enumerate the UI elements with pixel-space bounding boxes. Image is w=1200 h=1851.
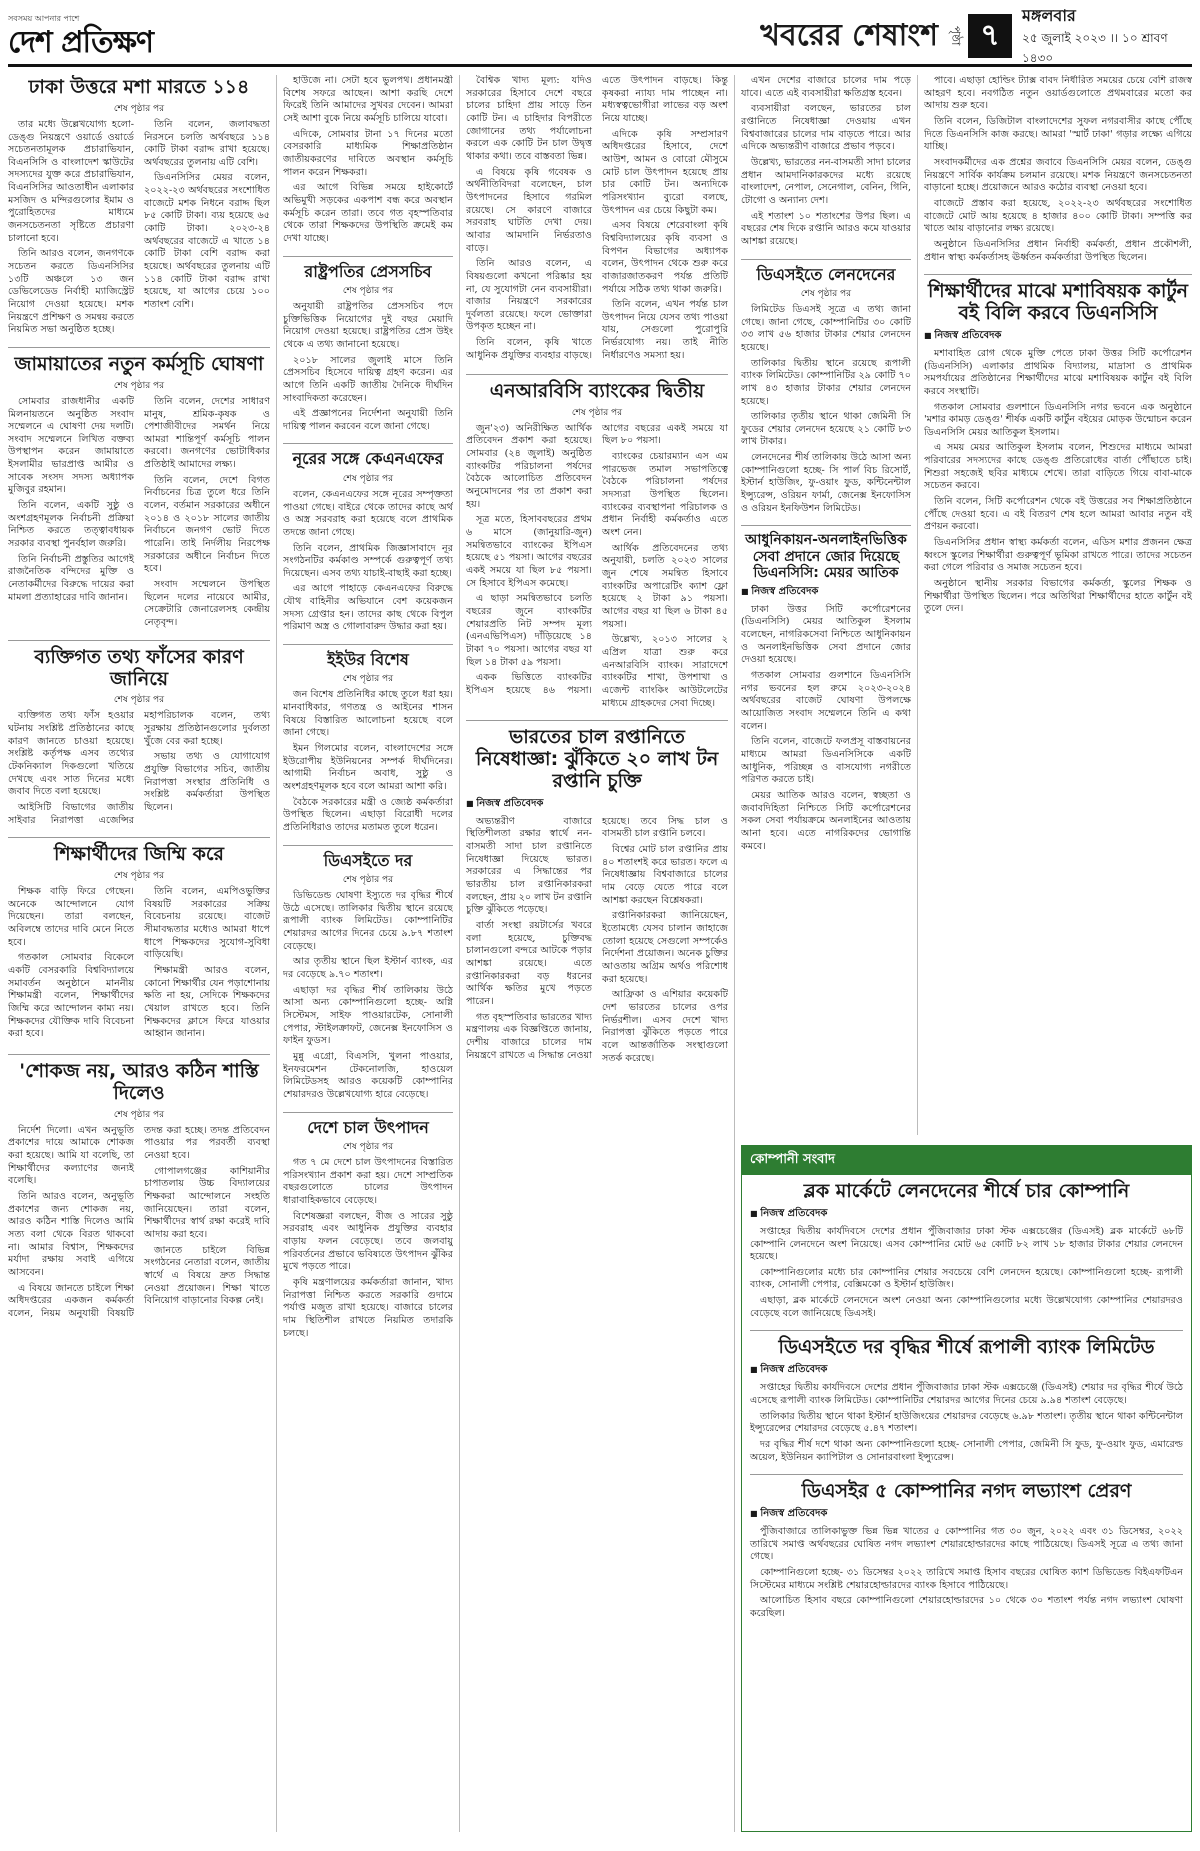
article-paragraph: বৈশ্বিক খাদ্য মূল্য: যদিও সরকারের হিসাবে দেশে বছরে চালের চাহিদা প্রায় সাড়ে তিন কোটি টন। এ চাহিদার বিপরীতে জোগানের তথ্য পর্যালোচনা করলে এক কোটি টন চাল উদ্বৃত্ত থাকার কথা। তবে বাস্তবতা ভিন্ন। [466,75,592,162]
article-body [750,1526,1183,1621]
article-paragraph: আর তৃতীয় স্থানে ছিল ইস্টার্ন ব্যাংক, এর দর বেড়েছে ৯.৭০ শতাংশ। [283,956,453,981]
article-paragraph: রপ্তানিকারকরা জানিয়েছেন, ইতোমধ্যে যেসব চালান জাহাজে তোলা হয়েছে সেগুলো সম্পর্কেও নির্দেশনা প্রয়োজন। অনেক চুক্তির আওতায় অগ্রিম অর্থও পরিশোধ করা হয়েছে। [602,910,728,985]
continued-label: শেষ পৃষ্ঠার পর [342,285,394,296]
article-body [8,119,270,337]
article-paragraph: আফ্রিকা ও এশিয়ার কয়েকটি দেশ ভারতের চালের ওপর নির্ভরশীল। এসব দেশে খাদ্য নিরাপত্তা ঝুঁকিতে পড়তে পারে বলে আন্তর্জাতিক সংস্থাগুলো সতর্ক করেছে। [602,989,728,1064]
article-paragraph: হাউজে না। সেটা হবে ভুলপথ। প্রধানমন্ত্রী বিশেষ সফরে আছেন। আশা করছি দেশে ফিরেই তিনি আমাদের সুখবর দেবেন। আমরা সেই আশা বুকে নিয়ে কর্মসূচি চালিয়ে যাবো। [283,75,453,124]
column-1 [8,75,270,1832]
article-headline[interactable]: ডিএসইতে দর [323,850,413,870]
article-paragraph: বাজেটে প্রস্তাব করা হয়েছে, ২০২২-২৩ অর্থবছরের সংশোধিত বাজেটে মোট আয় হয়েছে ৪ হাজার ৪০০ কোটি টাকা। সম্পত্তি কর খাতে আয় বাড়ানোর লক্ষ্য রয়েছে। [924,197,1192,235]
article-headline[interactable]: শিক্ষার্থীদের জিম্মি করে [54,843,224,866]
article-paragraph: এ বিষয়ে জানতে চাইলে শিক্ষা অধিদপ্তরের একজন কর্মকর্তা বলেন, নিয়ম অনুযায়ী বিষয়টি তদন্ত করা হচ্ছে। তদন্ত প্রতিবেদন পাওয়ার পর পরবর্তী ব্যবস্থা নেওয়া হবে। [8,1124,270,1319]
column-4 [741,75,911,1135]
article-paragraph: এ সময় মেয়র আতিকুল ইসলাম বলেন, শিশুদের মাধ্যমে আমরা পরিবারের সদস্যদের কাছে ডেঙ্গু প্রতিরোধের বার্তা পৌঁছাতে চাই। শিশুরা সহজেই ছবির মাধ্যমে শেখে। তারা বাড়িতে গিয়ে বাবা-মাকে সচেতন করবে। [924,442,1192,492]
article-paragraph: ২০১৮ সালের জুলাই মাসে তিনি প্রেসসচিব হিসেবে দায়িত্ব গ্রহণ করেন। এর আগে তিনি একটি জাতীয় দৈনিকে দীর্ঘদিন সাংবাদিকতা করেছেন। [283,354,453,404]
article-headline[interactable]: ইইউর বিশেষ [327,650,409,670]
article-paragraph: এছাড়া, ব্লক মার্কেটে লেনদেনে অংশ নেওয়া অন্য কোম্পানিগুলোর মধ্যে উল্লেখযোগ্য কোম্পানির শেয়ারদরও বেড়েছে বলে জানিয়েছে ডিএসই। [750,1295,1183,1319]
article-paragraph: উল্লেখ্য, ভারতের নন-বাসমতী সাদা চালের প্রধান আমদানিকারকদের মধ্যে রয়েছে বাংলাদেশ, নেপাল, সেনেগাল, বেনিন, গিনি, টোগো ও অন্যান্য দেশ। [741,156,911,206]
article-paragraph: আইসিটি বিভাগের জাতীয় সাইবার নিরাপত্তা এজেন্সির মহাপরিচালক বলেন, তথ্য সুরক্ষায় প্রতিষ্ঠানগুলোর দুর্বলতা খুঁজে বের করা হচ্ছে। [8,710,270,826]
article-paragraph: এসব বিষয়ে শেরেবাংলা কৃষি বিশ্ববিদ্যালয়ের কৃষি ব্যবসা ও বিপণন বিভাগের অধ্যাপক বলেন, উৎপাদন থেকে শুরু করে বাজারজাতকরণ পর্যন্ত প্রতিটি পর্যায়ে সঠিক তথ্য থাকা জরুরি। [602,220,728,295]
masthead [8,8,1192,67]
news-article [466,381,728,710]
continued-label: শেষ পৃষ্ঠার পর [342,473,394,484]
article-body [283,75,453,246]
article-paragraph: এ ছাড়া সমন্বিতভাবে চলতি বছরের জুনে ব্যাংকটির শেয়ারপ্রতি নিট সম্পদ মূল্য (এনএভিপিএস) দাঁড়িয়েছে ১৪ টাকা ৭০ পয়সা। আগের বছর যা ছিল ১৪ টাকা ৫৯ পয়সা। [466,593,592,668]
article-byline: ■ নিজস্ব প্রতিবেদক [750,1362,1183,1379]
article-body [8,396,270,630]
page-number: ৭ [968,14,1012,58]
news-article [466,727,728,1065]
article-body [741,75,911,249]
article-paragraph: এদিকে কৃষি সম্প্রসারণ অধিদপ্তরের হিসাবে, দেশে আউশ, আমন ও বোরো মৌসুমে মোট চাল উৎপাদন হয়েছে প্রায় চার কোটি টন। অন্যদিকে পরিসংখ্যান ব্যুরো বলছে, উৎপাদন এর চেয়ে কিছুটা কম। [602,128,728,216]
article-body [283,890,453,1102]
article-paragraph: লিমিটেড ডিএসই সূত্রে এ তথ্য জানা গেছে। জানা গেছে, কোম্পানিটির ৩০ কোটি ৩৩ লাখ ৫৬ হাজার টাকার শেয়ার লেনদেন হয়েছে। [741,303,911,353]
date-block [1022,8,1192,70]
news-article [741,266,911,516]
article-body [466,816,728,1065]
article-body [283,1157,453,1340]
column-2 [283,75,453,1832]
issue-date: ২৫ জুলাই ২০২৩ ।। ১০ শ্রাবণ ১৪৩০ [1022,30,1168,65]
article-paragraph: গত বৃহস্পতিবার ভারতের খাদ্য মন্ত্রণালয় এক বিজ্ঞপ্তিতে জানায়, দেশীয় বাজারে চালের দাম নিয়ন্ত্রণে রাখতে এ সিদ্ধান্ত নেওয়া হয়েছে। তবে সিদ্ধ চাল ও বাসমতী চাল রপ্তানি চলবে। [466,815,728,1061]
article-paragraph: তিনি নির্বাচনী প্রস্তুতির আগেই রাজনৈতিক বন্দিদের মুক্তি ও নেতাকর্মীদের বিরুদ্ধে দায়ের করা মামলা প্রত্যাহারের দাবি জানান। [8,553,134,603]
article-paragraph: তিনি বলেন, একটি সুষ্ঠু ও অংশগ্রহণমূলক নির্বাচনী প্রক্রিয়া নিশ্চিত করতে তত্ত্বাবধায়ক সরকার ব্যবস্থা পুনর্বহাল জরুরি। [8,500,134,550]
article-paragraph: কোম্পানিগুলোর মধ্যে চার কোম্পানির শেয়ার সবচেয়ে বেশি লেনদেন হয়েছে। কোম্পানিগুলো হচ্ছে- রূপালী ব্যাংক, সোনালী পেপার, বেক্সিমকো ও ইস্টার্ন হাউজিং। [750,1266,1183,1291]
article-headline[interactable]: শিক্ষার্থীদের মাঝে মশাবিষয়ক কার্টুন বই বিলি করবে ডিএনসিসি [927,280,1189,325]
article-paragraph: বার্তা সংস্থা রয়টার্সের খবরে বলা হয়েছে, চুক্তিবদ্ধ চালানগুলো বন্দরে আটকে পড়ার আশঙ্কা রয়েছে। এতে রপ্তানিকারকরা বড় ধরনের আর্থিক ক্ষতির মুখে পড়তে পারেন। [466,920,592,1007]
article-paragraph: গোপালগঞ্জের কাশিয়ানীর চাপাতলায় উচ্চ বিদ্যালয়ের শিক্ষকরা আন্দোলনে সংহতি জানিয়েছেন। তারা বলেন, শিক্ষার্থীদের স্বার্থ রক্ষা করেই দাবি আদায় করা হবে। [144,1165,270,1240]
paper-logo [8,13,228,60]
continued-label: শেষ পৃষ্ঠার পর [800,288,852,299]
article-paragraph: উল্লেখ্য, ২০১৩ সালের ২ এপ্রিল যাত্রা শুরু করে এনআরবিসি ব্যাংক। সারাদেশে ব্যাংকটির শাখা, উপশাখা ও এজেন্ট ব্যাংকিং আউটলেটের মাধ্যমে গ্রাহকদের সেবা দিচ্ছে। [602,634,728,709]
article-headline[interactable]: ব্যক্তিগত তথ্য ফাঁসের কারণ জানিয়ে [34,645,244,690]
article-body [741,604,911,853]
article-body [750,1382,1183,1464]
article-paragraph: আলোচিত হিসাব বছরে কোম্পানিগুলো শেয়ারহোল্ডারদের ১০ থেকে ৩০ শতাংশ পর্যন্ত নগদ লভ্যাংশ ঘোষণা করেছিল। [750,1595,1183,1619]
article-paragraph: জানতে চাইলে বিভিন্ন সংগঠনের নেতারা বলেন, জাতীয় স্বার্থে এ বিষয়ে দ্রুত সিদ্ধান্ত নেওয়া প্রয়োজন। শিক্ষা খাতে বিনিয়োগ বাড়ানোর বিকল্প নেই। [144,1244,270,1307]
article-paragraph: তিনি আরও বলেন, অনুভূতি প্রকাশের জন্য শোকজ নয়, আরও কঠিন শাস্তি দিলেও আমি সত্য বলা থেকে বিরত থাকবো না। আমার বিশ্বাস, শিক্ষকদের মর্যাদা রক্ষায় সবাই এগিয়ে আসবেন। [8,1190,134,1278]
article-paragraph: গতকাল সোমবার গুলশানে ডিএনসিসি নগর ভবনে এক অনুষ্ঠানে 'মশার কামড় ডেঙ্গু' শীর্ষক একটি কার্টুন বইয়ের মোড়ক উন্মোচন করেন ডিএনসিসি মেয়র আতিকুল ইসলাম। [924,401,1192,438]
article-paragraph: তিনি বলেন, জলাবদ্ধতা নিরসনে চলতি অর্থবছরে ১১৪ কোটি টাকা বরাদ্দ রাখা হয়েছে। অর্থবছরের তুলনায় এটি বেশি। [144,118,270,168]
newspaper-page [8,8,1192,1835]
news-article [750,1337,1183,1464]
article-paragraph: এই শতাংশ ১০ শতাংশের উপর ছিল। এ বছরের শেষ দিকে রপ্তানি আরও কমে যাওয়ার আশঙ্কা রয়েছে। [741,210,911,247]
article-body [466,75,728,364]
article-headline[interactable]: 'শোকজ নয়, আরও কঠিন শাস্তি দিলেও [19,1059,259,1104]
article-byline: ■ নিজস্ব প্রতিবেদক [466,796,728,813]
article-paragraph: পুঁজিবাজারে তালিকাভুক্ত ভিন্ন ভিন্ন খাতের ৫ কোম্পানির গত ৩০ জুন, ২০২২ এবং ৩১ ডিসেম্বর, ২০২২ তারিখে সমাপ্ত অর্থবছরের ঘোষিত নগদ লভ্যাংশ শেয়ারহোল্ডারদের কাছে পাঠিয়েছে। ডিএসই সূত্রে এ তথ্য জানা গেছে। [750,1526,1183,1563]
article-paragraph: সূত্র মতে, হিসাববছরের প্রথম ৬ মাসে (জানুয়ারি-জুন) সমন্বিতভাবে ব্যাংকের ইপিএস হয়েছে ৫১ পয়সা। আগের বছরের একই সময়ে যা ছিল ৮৫ পয়সা। সে হিসাবে ইপিএস কমেছে। [466,514,592,589]
article-paragraph: তালিকার দ্বিতীয় স্থানে থাকা ইস্টার্ন হাউজিংয়ের শেয়ারদর বেড়েছে ৬.৯৮ শতাংশ। তৃতীয় স্থানে থাকা কন্টিনেন্টাল ইন্স্যুরেন্সের শেয়ারদর বেড়েছে ৫.৪৭ শতাংশ। [750,1410,1183,1435]
article-headline[interactable]: ব্লক মার্কেটে লেনদেনের শীর্ষে চার কোম্পানি [803,1180,1130,1202]
article-paragraph: তিনি বলেন, সিটি কর্পোরেশন থেকে বই উত্তরের সব শিক্ষাপ্রতিষ্ঠানে পৌঁছে দেওয়া হবে। এ বই বিতরণ শেষ হলে আমরা আবার নতুন বই প্রণয়ন করবো। [924,496,1192,533]
article-paragraph: সভায় তথ্য ও যোগাযোগ প্রযুক্তি বিভাগের সচিব, জাতীয় নিরাপত্তা সংস্থার প্রতিনিধি ও সংশ্লিষ্ট কর্মকর্তারা উপস্থিত ছিলেন। [144,751,270,813]
article-headline[interactable]: আধুনিকায়ন-অনলাইনভিত্তিক সেবা প্রদানে জোর দিয়েছে ডিএনসিসি: মেয়র আতিক [745,532,907,581]
article-headline[interactable]: ডিএসইতে লেনদেনের [756,264,896,284]
article-paragraph: সংবাদ সম্মেলনে উপস্থিত ছিলেন দলের নায়েবে আমীর, সেক্রেটারি জেনারেলসহ কেন্দ্রীয় নেতৃবৃন্দ। [144,579,270,628]
article-paragraph: অনুষ্ঠানে ডিএনসিসির প্রধান নির্বাহী কর্মকর্তা, প্রধান প্রকৌশলী, প্রধান স্বাস্থ্য কর্মকর্তাসহ ঊর্ধ্বতন কর্মকর্তারা উপস্থিত ছিলেন। [924,238,1192,263]
article-paragraph: শিক্ষামন্ত্রী আরও বলেন, কোনো শিক্ষার্থীর যেন পড়াশোনায় ক্ষতি না হয়, সেদিকে শিক্ষকদের খেয়াল রাখতে হবে। তিনি শিক্ষকদের ক্লাসে ফিরে যাওয়ার আহ্বান জানান। [144,965,270,1040]
article-paragraph: অভ্যন্তরীণ বাজারে স্থিতিশীলতা রক্ষার স্বার্থে নন-বাসমতী সাদা চাল রপ্তানিতে নিষেধাজ্ঞা দিয়েছে ভারত। সরকারের এ সিদ্ধান্তের পর ভারতীয় চাল রপ্তানিকারকরা বলছেন, প্রায় ২০ লাখ টন রপ্তানি চুক্তি ঝুঁকিতে পড়েছে। [466,815,592,916]
article-paragraph: পাবে। এছাড়া হোল্ডিং ট্যাক্স বাবদ নির্ধারিত সময়ের চেয়ে বেশি রাজস্ব আহরণ হবে। নবগঠিত নতুন ওয়ার্ডগুলোতে প্রথমবারের মতো কর আদায় শুরু হবে। [924,75,1192,112]
continued-label: শেষ পৃষ্ঠার পর [113,1109,165,1120]
article-paragraph: অনুযায়ী রাষ্ট্রপতির প্রেসসচিব পদে চুক্তিভিত্তিক নিয়োগের দুই বছর মেয়াদি নিয়োগ দেওয়া হয়েছে। রাষ্ট্রপতির প্রেস উইং থেকে এ তথ্য জানানো হয়েছে। [283,300,453,350]
article-byline: ■ নিজস্ব প্রতিবেদক [924,328,1192,345]
article-paragraph: সংবাদকর্মীদের এক প্রশ্নের জবাবে ডিএনসিসি মেয়র বলেন, ডেঙ্গু নিয়ন্ত্রণে সার্বিক কার্যক্রম চলমান রয়েছে। মশক নিয়ন্ত্রণে জনসচেতনতা বাড়ানো হচ্ছে। প্রয়োজনে আরও কঠোর ব্যবস্থা নেওয়া হবে। [924,156,1192,194]
news-article [283,263,453,434]
article-paragraph: আর্থিক প্রতিবেদনের তথ্য অনুযায়ী, চলতি ২০২৩ সালের জুন শেষে সমন্বিত হিসাবে ব্যাংকটির অপারেটিং ক্যাশ ফ্লো হয়েছে ২ টাকা ৯১ পয়সা। আগের বছর যা ছিল ৬ টাকা ৪৫ পয়সা। [602,542,728,630]
article-paragraph: লেনদেনের শীর্ষ তালিকায় উঠে আসা অন্য কোম্পানিগুলো হচ্ছে- সি পার্ল বিচ রিসোর্ট, ইস্টার্ন হাউজিং, ফু-ওয়াং ফুড, কন্টিনেন্টাল ইন্স্যুরেন্স, ওরিয়ন ফার্মা, জেনেক্স ইনফোসিস ও ওরিয়ন ইনফিউশন লিমিটেড। [741,452,911,514]
article-paragraph: এ বিষয়ে কৃষি গবেষক ও অর্থনীতিবিদরা বলেছেন, চাল উৎপাদনের হিসাবে গরমিল রয়েছে। সে কারণে বাজারে সরবরাহ ঘাটতি দেখা দেয়। আবার আমদানি নির্ভরতাও বাড়ে। [466,166,592,254]
news-article [8,844,270,1044]
article-body [8,1125,270,1321]
article-body [466,423,728,710]
continued-label: শেষ পৃষ্ঠার পর [342,674,394,685]
article-paragraph: গত ৭ মে দেশে চাল উৎপাদনের বিস্তারিত পরিসংখ্যান প্রকাশ করা হয়। দেশে সাম্প্রতিক বছরগুলোতে চালের উৎপাদন ধারাবাহিকভাবে বেড়েছে। [283,1156,453,1206]
article-paragraph: ব্যক্তিগত তথ্য ফাঁস হওয়ার ঘটনায় সংশ্লিষ্ট প্রতিষ্ঠানের কাছে কারণ জানতে চাওয়া হয়েছে। সংশ্লিষ্ট কর্তৃপক্ষ এসব তথ্যের টেকনিক্যাল দিকগুলো খতিয়ে দেখছে এবং সাত দিনের মধ্যে জবাব দিতে বলা হয়েছে। [8,710,134,798]
article-paragraph: বলেন, কেএনএফের সঙ্গে নূরের সম্পৃক্ততা পাওয়া গেছে। বাইরে থেকে তাদের কাছে অর্থ ও অস্ত্র সরবরাহ করা হয়েছে বলে প্রাথমিক তদন্তে জানা গেছে। [283,488,453,538]
continued-label: শেষ পৃষ্ঠার পর [113,871,165,882]
company-news-box [741,1145,1192,1832]
article-paragraph: এর আগে পাহাড়ে কেএনএফের বিরুদ্ধে যৌথ বাহিনীর অভিযানে বেশ কয়েকজন সদস্য গ্রেপ্তার হন। তাদের কাছ থেকে বিপুল পরিমাণ অস্ত্র ও গোলাবারুদ উদ্ধার করা হয়। [283,583,453,633]
article-body [283,301,453,434]
article-paragraph: মুন্নু এগ্রো, বিএসসি, খুলনা পাওয়ার, ইনফরমেশন টেকনোলজি, হাওয়েল লিমিটেডসহ আরও কয়েকটি কোম্পানির শেয়ারদরও উল্লেখযোগ্য হারে বেড়েছে। [283,1050,453,1100]
article-grid [8,75,1192,1832]
article-paragraph: তিনি বলেন, ডিজিটাল বাংলাদেশের সুফল নগরবাসীর কাছে পৌঁছে দিতে ডিএনসিসি কাজ করছে। আমরা 'স্মার্ট ঢাকা' গড়ার লক্ষ্যে এগিয়ে যাচ্ছি। [924,115,1192,153]
article-headline[interactable]: এনআরবিসি ব্যাংকের দ্বিতীয় [489,379,705,402]
article-paragraph: শিক্ষক বাড়ি ফিরে গেছেন। অনেকে আন্দোলনে যোগ দিয়েছেন। তারা বলছেন, অবিলম্বে তাদের দাবি মেনে নিতে হবে। [8,886,134,948]
article-paragraph: তিনি বলেন, কৃষি খাতে আধুনিক প্রযুক্তির ব্যবহার বাড়ছে। এতে উৎপাদন বাড়ছে। কিন্তু কৃষকরা ন্যায্য দাম পাচ্ছেন না। মধ্যস্বত্বভোগীরা লাভের বড় অংশ নিয়ে যাচ্ছে। [466,75,728,361]
article-body [283,489,453,634]
continued-label: শেষ পৃষ্ঠার পর [113,103,165,114]
news-article [924,75,1192,264]
article-paragraph: নির্দেশ দিলো। এখন অনুভূতি প্রকাশের দায়ে আমাকে শোকজ করা হয়েছে। আমি যা বলেছি, তা শিক্ষার্থীদের কল্যাণের জন্যই বলেছি। [8,1124,134,1187]
article-paragraph: গতকাল সোমবার গুলশানে ডিএনসিসি নগর ভবনের হল রুমে ২০২৩-২০২৪ অর্থবছরের বাজেট ঘোষণা উপলক্ষে আয়োজিত সংবাদ সম্মেলনে তিনি এ কথা বলেন। [741,669,911,732]
news-article [924,281,1192,616]
article-paragraph: তিনি বলেন, দেশের সাধারণ মানুষ, শ্রমিক-কৃষক ও পেশাজীবীদের সমর্থন নিয়ে আমরা শান্তিপূর্ণ কর্মসূচি পালন করবো। জনগণের ভোটাধিকার প্রতিষ্ঠাই আমাদের লক্ষ্য। [144,395,270,471]
article-body [750,1226,1183,1321]
article-paragraph: একক ভিত্তিতে ব্যাংকটির ইপিএস হয়েছে ৪৬ পয়সা। আগের বছরের একই সময়ে যা ছিল ৮০ পয়সা। [466,422,728,696]
news-article [283,852,453,1102]
article-paragraph: ডিভিডেন্ড ঘোষণা ইস্যুতে দর বৃদ্ধির শীর্ষে উঠে এসেছে। তালিকার দ্বিতীয় স্থানে রয়েছে রূপালী ব্যাংক লিমিটেড। কোম্পানিটির শেয়ারদর আগের দিনের চেয়ে ৯.৮৭ শতাংশ বেড়েছে। [283,890,453,952]
article-body [8,886,270,1044]
news-article [8,354,270,630]
article-headline[interactable]: ঢাকা উত্তরে মশা মারতে ১১৪ [28,76,250,98]
article-paragraph: মেয়র আতিক আরও বলেন, স্বচ্ছতা ও জবাবদিহিতা নিশ্চিতে সিটি কর্পোরেশনের সকল সেবা পর্যায়ক্রমে অনলাইনের আওতায় আনা হবে। এতে নাগরিকদের ভোগান্তি কমবে। [741,789,911,852]
article-paragraph: সপ্তাহের দ্বিতীয় কার্যদিবসে দেশের প্রধান পুঁজিবাজার ঢাকা স্টক এক্সচেঞ্জে (ডিএসই) শেয়ার দর বৃদ্ধির শীর্ষে উঠে এসেছে রূপালী ব্যাংক লিমিটেড। কোম্পানিটির শেয়ারদর আগের দিনের চেয়ে ৯.৯৪ শতাংশ বেড়েছে। [750,1382,1183,1406]
news-article [283,450,453,634]
article-paragraph: তিনি বলেন, বাজেটে ফলপ্রসূ বাস্তবায়নের মাধ্যমে আমরা ডিএনসিসিকে একটি আধুনিক, পরিচ্ছন্ন ও বাসযোগ্য নগরীতে পরিণত করতে চাই। [741,736,911,786]
article-headline[interactable]: রাষ্ট্রপতির প্রেসসচিব [304,261,432,281]
article-paragraph: সপ্তাহের দ্বিতীয় কার্যদিবসে দেশের প্রধান পুঁজিবাজার ঢাকা স্টক এক্সচেঞ্জের (ডিএসই) ব্লক মার্কেটে ৬৮টি কোম্পানি লেনদেনে অংশ নিয়েছে। এসব কোম্পানির মোট ৬৫ কোটি ৮২ লাখ ১৮ হাজার টাকার শেয়ার লেনদেন হয়েছে। [750,1225,1183,1263]
news-article [466,75,728,364]
article-paragraph: তালিকার দ্বিতীয় স্থানে রয়েছে রূপালী ব্যাংক লিমিটেড। কোম্পানিটির ২৯ কোটি ৭০ লাখ ৪৩ হাজার টাকার শেয়ার লেনদেন হয়েছে। [741,357,911,407]
article-paragraph: তালিকার তৃতীয় স্থানে থাকা জেমিনী সি ফুডের শেয়ার লেনদেন হয়েছে ২১ কোটি ৮৩ লাখ টাকার। [741,411,911,448]
article-paragraph: এদিকে, সোমবার টানা ১৭ দিনের মতো বেসরকারি মাধ্যমিক শিক্ষাপ্রতিষ্ঠান জাতীয়করণের দাবিতে অবস্থান কর্মসূচি পালন করেন শিক্ষকরা। [283,128,453,178]
article-paragraph: ডিএনসিসির মেয়র বলেন, ২০২২-২৩ অর্থবছরের সংশোধিত বাজেটে মশক নিধনে বরাদ্দ ছিল ৮৫ কোটি টাকা। ব্যয় হয়েছে ৬৫ কোটি টাকা। ২০২৩-২৪ অর্থবছরের বাজেটে এ খাতে ১৪ কোটি টাকা বেশি বরাদ্দ করা হয়েছে। অর্থবছরের তুলনায় এটি ১১৪ কোটি টাকা বরাদ্দ রাখা হয়েছে, যা আগের চেয়ে ১০০ শতাংশ বেশি। [144,172,270,311]
news-article [283,651,453,835]
article-paragraph: তিনি আরও বলেন, এ বিষয়গুলো কখনো পরিষ্কার হয় না, যে সুযোগটা নেন ব্যবসায়ীরা। বাজার নিয়ন্ত্রণে সরকারের দুর্বলতা রয়েছে। ফলে ভোক্তারা উপকৃত হচ্ছেন না। [466,258,592,333]
article-paragraph: এখন দেশের বাজারে চালের দাম পড়ে যাবে। এতে এই ব্যবসায়ীরা ক্ষতিগ্রস্ত হবেন। [741,75,911,99]
article-paragraph: জন বিশেষ প্রতিনিধির কাছে তুলে ধরা হয়। মানবাধিকার, গণতন্ত্র ও আইনের শাসন বিষয়ে বিস্তারিত আলোচনা হয়েছে বলে জানা গেছে। [283,689,453,739]
article-paragraph: দর বৃদ্ধির শীর্ষ দশে থাকা অন্য কোম্পানিগুলো হচ্ছে- সোনালী পেপার, জেমিনী সি ফুড, ফু-ওয়াং ফুড, এমারেল্ড অয়েল, ইউনিয়ন ক্যাপিটাল ও সোনারবাংলা ইন্স্যুরেন্স। [750,1438,1183,1463]
article-paragraph: বিশেষজ্ঞরা বলছেন, বীজ ও সারের সুষ্ঠু সরবরাহ এবং আধুনিক প্রযুক্তির ব্যবহার বাড়ায় ফলন বেড়েছে। তবে জলবায়ু পরিবর্তনের প্রভাবে ভবিষ্যতে উৎপাদন ঝুঁকির মুখে পড়তে পারে। [283,1210,453,1273]
article-body [741,304,911,516]
news-article [750,1481,1183,1620]
article-paragraph: এছাড়া দর বৃদ্ধির শীর্ষ তালিকায় উঠে আসা অন্য কোম্পানিগুলো হচ্ছে- অগ্নি সিস্টেমস, সাইফ পাওয়ারটেক, সোনালী পেপার, স্টাইলক্রাফট, জেনেক্স ইনফোসিস ও ফাইন ফুডস। [283,984,453,1047]
article-paragraph: ডিএনসিসির প্রধান স্বাস্থ্য কর্মকর্তা বলেন, এডিস মশার প্রজনন ক্ষেত্র ধ্বংসে স্কুলের শিক্ষার্থীরা গুরুত্বপূর্ণ ভূমিকা রাখতে পারে। তাদের সচেতন করা গেলে পরিবার ও সমাজ সচেতন হবে। [924,537,1192,574]
continued-label: শেষ পৃষ্ঠার পর [342,1141,394,1152]
article-body [924,75,1192,264]
news-article [750,1181,1183,1320]
paper-name: দেশ প্রতিক্ষণ [8,24,154,60]
article-paragraph: মশাবাহিত রোগ থেকে মুক্তি পেতে ঢাকা উত্তর সিটি কর্পোরেশন (ডিএনসিসি) এলাকার প্রাথমিক বিদ্যালয়, মাদ্রাসা ও প্রাথমিক সমপর্যায়ের প্রতিষ্ঠানের শিক্ষার্থীদের মাঝে মশাবিষয়ক কার্টুন বই বিলি করবে সংস্থাটি। [924,347,1192,397]
continued-label: শেষ পৃষ্ঠার পর [571,407,623,418]
company-news-label: কোম্পানী সংবাদ [742,1146,1191,1175]
article-paragraph: তার মধ্যে উল্লেখযোগ্য হলো-ডেঙ্গু নিয়ন্ত্রণে ওয়ার্ডে ওয়ার্ডে সচেতনতামূলক প্রচারাভিযান, বিএনসিসি ও বাংলাদেশ স্কাউটের সদস্যদের যুক্ত করে প্রচারাভিযান, বিএনসিসির আওতাধীন এলাকার মসজিদ ও মন্দিরগুলোর ইমাম ও পুরোহিতদের মাধ্যমে জনসচেতনতা সৃষ্টিতে প্রচারণা চালানো হবে। [8,118,134,244]
article-paragraph: তিনি বলেন, প্রাথমিক জিজ্ঞাসাবাদে নূর সংগঠনটির কর্মকাণ্ড সম্পর্কে গুরুত্বপূর্ণ তথ্য দিয়েছেন। এসব তথ্য যাচাই-বাছাই করা হচ্ছে। [283,542,453,579]
article-paragraph: গতকাল সোমবার বিকেলে একটি বেসরকারি বিশ্ববিদ্যালয়ে সমাবর্তন অনুষ্ঠানে মাননীয় শিক্ষামন্ত্রী বলেন, শিক্ষার্থীদের জিম্মি করে আন্দোলন কাম্য নয়। শিক্ষকদের যৌক্তিক দাবি বিবেচনা করা হবে। [8,952,134,1040]
article-paragraph: এই প্রজ্ঞাপনের নির্দেশনা অনুযায়ী তিনি দায়িত্ব পালন করবেন বলে জানা গেছে। [283,408,453,432]
article-byline: ■ নিজস্ব প্রতিবেদক [750,1206,1183,1223]
article-headline[interactable]: ডিএসইতে দর বৃদ্ধির শীর্ষে রূপালী ব্যাংক লিমিটেড [778,1336,1155,1359]
article-paragraph: জুন'২৩) অনিরীক্ষিত আর্থিক প্রতিবেদন প্রকাশ করা হয়েছে। সোমবার (২৪ জুলাই) অনুষ্ঠিত ব্যাংকটির পরিচালনা পর্ষদের বৈঠকে আলোচিত প্রতিবেদন অনুমোদনের পর তা প্রকাশ করা হয়। [466,422,592,510]
news-article [8,647,270,828]
section-title: খবরের শেষাংশ [760,17,938,53]
article-paragraph: কৃষি মন্ত্রণালয়ের কর্মকর্তারা জানান, খাদ্য নিরাপত্তা নিশ্চিত করতে সরকারি গুদামে পর্যাপ্ত মজুত রাখা হয়েছে। বাজারে চালের দাম স্থিতিশীল রাখতে নিয়মিত তদারকি চলছে। [283,1276,453,1339]
continued-label: শেষ পৃষ্ঠার পর [342,875,394,886]
article-byline: ■ নিজস্ব প্রতিবেদক [750,1506,1183,1523]
article-byline: ■ নিজস্ব প্রতিবেদক [741,584,911,601]
news-article [283,1119,453,1341]
column-5 [924,75,1192,1135]
article-paragraph: সোমবার রাজধানীর একটি মিলনায়তনে অনুষ্ঠিত সংবাদ সম্মেলনে এ ঘোষণা দেয় দলটি। সংবাদ সম্মেলনে লিখিত বক্তব্য উপস্থাপন করেন জামায়াতে ইসলামীর ভারপ্রাপ্ত আমীর ও সাবেক সংসদ সদস্য অধ্যাপক মুজিবুর রহমান। [8,395,134,496]
paper-tagline: সবসময় আপনার পাশে [8,13,80,23]
article-headline[interactable]: দেশে চাল উৎপাদন [307,1117,429,1137]
article-paragraph: এর আগে বিভিন্ন সময়ে হাইকোর্টে অভিমুখী সড়কের একপাশ বন্ধ করে অবস্থান কর্মসূচি করেন তারা। তবে গত বৃহস্পতিবার থেকে তারা শিক্ষকদের উপস্থিতি ক্রমেই কম দেখা যাচ্ছে। [283,182,453,244]
issue-day: মঙ্গলবার [1022,8,1076,25]
article-body [924,348,1192,616]
article-paragraph: ব্যবসায়ীরা বলছেন, ভারতের চাল রপ্তানিতে নিষেধাজ্ঞা দেওয়ায় এখন বিশ্ববাজারের চালের দাম বাড়তে পারে। আর এদিকে অভ্যন্তরীণ বাজারে প্রভাব পড়বে। [741,103,911,153]
article-headline[interactable]: নূরের সঙ্গে কেএনএফের [292,449,444,469]
article-headline[interactable]: ভারতের চাল রপ্তানিতে নিষেধাজ্ঞা: ঝুঁকিতে ২০ লাখ টন রপ্তানি চুক্তি [475,726,719,792]
news-article [8,1061,270,1321]
article-paragraph: বিশ্বের মোট চাল রপ্তানির প্রায় ৪০ শতাংশই করে ভারত। ফলে এ নিষেধাজ্ঞায় বিশ্ববাজারে চালের দাম বেড়ে যেতে পারে বলে আশঙ্কা করছেন বিশ্লেষকরা। [602,844,728,906]
continued-label: শেষ পৃষ্ঠার পর [113,695,165,706]
article-paragraph: ঢাকা উত্তর সিটি কর্পোরেশনের (ডিএনসিসি) মেয়র আতিকুল ইসলাম বলেছেন, নাগরিকসেবা নিশ্চিতে আধুনিকায়ন ও অনলাইনভিত্তিক সেবা প্রদানে জোর দেওয়া হয়েছে। [741,603,911,666]
news-article [8,77,270,337]
article-paragraph: তিনি বলেন, এখন পর্যন্ত চাল উৎপাদন নিয়ে যেসব তথ্য পাওয়া যায়, সেগুলো পুরোপুরি নির্ভরযোগ্য নয়। তাই নীতি নির্ধারণেও সমস্যা হয়। [602,299,728,361]
article-paragraph: বৈঠকে সরকারের মন্ত্রী ও জ্যেষ্ঠ কর্মকর্তারা উপস্থিত ছিলেন। এছাড়া বিরোধী দলের প্রতিনিধিরাও তাদের মতামত তুলে ধরেন। [283,796,453,834]
article-paragraph: অনুষ্ঠানে স্থানীয় সরকার বিভাগের কর্মকর্তা, স্কুলের শিক্ষক ও শিক্ষার্থীরা উপস্থিত ছিলেন। পরে অতিথিরা শিক্ষার্থীদের হাতে কার্টুন বই তুলে দেন। [924,578,1192,615]
news-article [741,75,911,249]
article-headline[interactable]: ডিএসইর ৫ কোম্পানির নগদ লভ্যাংশ প্রেরণ [801,1480,1132,1503]
column-3 [466,75,728,1832]
article-body [283,689,453,834]
article-headline[interactable]: জামায়াতের নতুন কর্মসূচি ঘোষণা [14,353,264,375]
news-article [741,532,911,853]
article-paragraph: তিনি বলেন, দেশে বিগত নির্বাচনের চিত্র তুলে ধরে তিনি বলেন, বর্তমান সরকারের অধীনে ২০১৪ ও ২০১৮ সালের জাতীয় নির্বাচনে জনগণ ভোট দিতে পারেনি। তাই নির্দলীয় নিরপেক্ষ সরকারের অধীনে নির্বাচন দিতে হবে। [144,474,270,575]
article-body [8,710,270,827]
article-paragraph: ব্যাংকের চেয়ারম্যান এস এম পারভেজ তমাল সভাপতিত্বে বৈঠকে পরিচালনা পর্ষদের সদস্যরা উপস্থিত ছিলেন। ব্যাংকের ব্যবস্থাপনা পরিচালক ও প্রধান নির্বাহী কর্মকর্তাও এতে অংশ নেন। [602,451,728,539]
article-paragraph: কোম্পানিগুলো হচ্ছে- ৩১ ডিসেম্বর ২০২২ তারিখে সমাপ্ত হিসাব বছরের ঘোষিত ক্যাশ ডিভিডেন্ড বিইএফটিএন সিস্টেমের মাধ্যমে সংশ্লিষ্ট শেয়ারহোল্ডারদের ব্যাংক হিসাবে পাঠিয়েছে। [750,1567,1183,1591]
page-word: পৃষ্ঠা [949,26,963,46]
article-paragraph: ইমন গিলমোর বলেন, বাংলাদেশের সঙ্গে ইউরোপীয় ইউনিয়নের সম্পর্ক দীর্ঘদিনের। আগামী নির্বাচন অবাধ, সুষ্ঠু ও অংশগ্রহণমূলক হবে বলে আমরা আশা করি। [283,743,453,793]
article-paragraph: তিনি আরও বলেন, জনগণকে সচেতন করতে ডিএনসিসির ১৩টি অঞ্চলে ১৩ জন ডেভিলেডেড নির্বাহী ম্যাজিস্ট্রেট নিয়োগ দেওয়া হয়েছে। মশক নিয়ন্ত্রণে প্রশিক্ষণ ও সমন্বয় করতে নিয়মিত সভা অনুষ্ঠিত হচ্ছে। [8,248,134,336]
article-paragraph: তিনি বলেন, এমপিওভুক্তির বিষয়টি সরকারের সক্রিয় বিবেচনায় রয়েছে। বাজেট সীমাবদ্ধতার মধ্যেও আমরা ধাপে ধাপে শিক্ষকদের সুযোগ-সুবিধা বাড়িয়েছি। [144,886,270,961]
continued-label: শেষ পৃষ্ঠার পর [113,380,165,391]
news-article [283,75,453,246]
